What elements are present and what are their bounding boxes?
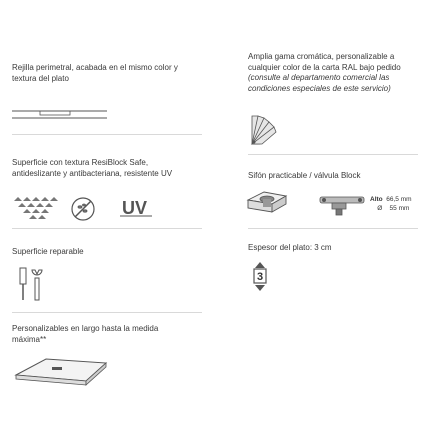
- texture-pyramids-icon: [14, 197, 58, 219]
- personalizables-line2: máxima**: [12, 334, 47, 344]
- sifon-text: [248, 171, 428, 182]
- gama-line2: cualquier color de la carta RAL bajo pedido: [248, 62, 401, 72]
- personalizables-text: [12, 324, 212, 345]
- repair-tools-icon: [18, 268, 44, 302]
- sifon-line1: Sifón practicable / válvula Block: [248, 171, 361, 180]
- divider: [248, 154, 418, 155]
- divider: [248, 228, 418, 229]
- espesor-line1: Espesor del plato: 3 cm: [248, 243, 332, 252]
- siphon-specs: [370, 195, 428, 213]
- diameter-label: Ø: [377, 205, 383, 212]
- rejilla-text: [12, 63, 212, 84]
- alto-label: Alto: [370, 196, 383, 203]
- superficie-line2: antideslizante y antibacteriana, resistente UV: [12, 168, 173, 178]
- rejilla-perimetral-icon: [12, 108, 112, 122]
- gama-line4: condiciones especiales de este servicio): [248, 83, 391, 93]
- color-fan-icon: [248, 112, 278, 146]
- espesor-text: [248, 243, 428, 254]
- divider: [12, 312, 202, 313]
- divider: [12, 134, 202, 135]
- gama-text: [248, 52, 428, 94]
- gama-line1: Amplia gama cromática, personalizable a: [248, 52, 395, 61]
- gama-line3: (consulte al departamento comercial las: [248, 73, 390, 82]
- divider: [12, 228, 202, 229]
- uv-resistant-icon: [118, 196, 154, 222]
- alto-value: 66,5 mm: [386, 196, 412, 203]
- thickness-number: 3: [257, 271, 264, 283]
- thickness-icon: [252, 262, 268, 292]
- superficie-line1: Superficie con textura ResiBlock Safe,: [12, 158, 149, 167]
- diameter-value: 55 mm: [389, 205, 410, 212]
- siphon-icon: [246, 188, 288, 218]
- rejilla-line1: Rejilla perimetral, acabada en el mismo color y: [12, 63, 178, 72]
- reparable-text: [12, 247, 212, 258]
- rejilla-line2: textura del plato: [12, 73, 69, 83]
- shower-tray-icon: [16, 355, 106, 387]
- antibacterial-icon: [70, 196, 96, 222]
- uv-label: UV: [122, 198, 148, 218]
- personalizables-line1: Personalizables en largo hasta la medida: [12, 324, 159, 333]
- superficie-text: [12, 158, 212, 179]
- valve-icon: [318, 193, 368, 219]
- reparable-line1: Superficie reparable: [12, 247, 84, 256]
